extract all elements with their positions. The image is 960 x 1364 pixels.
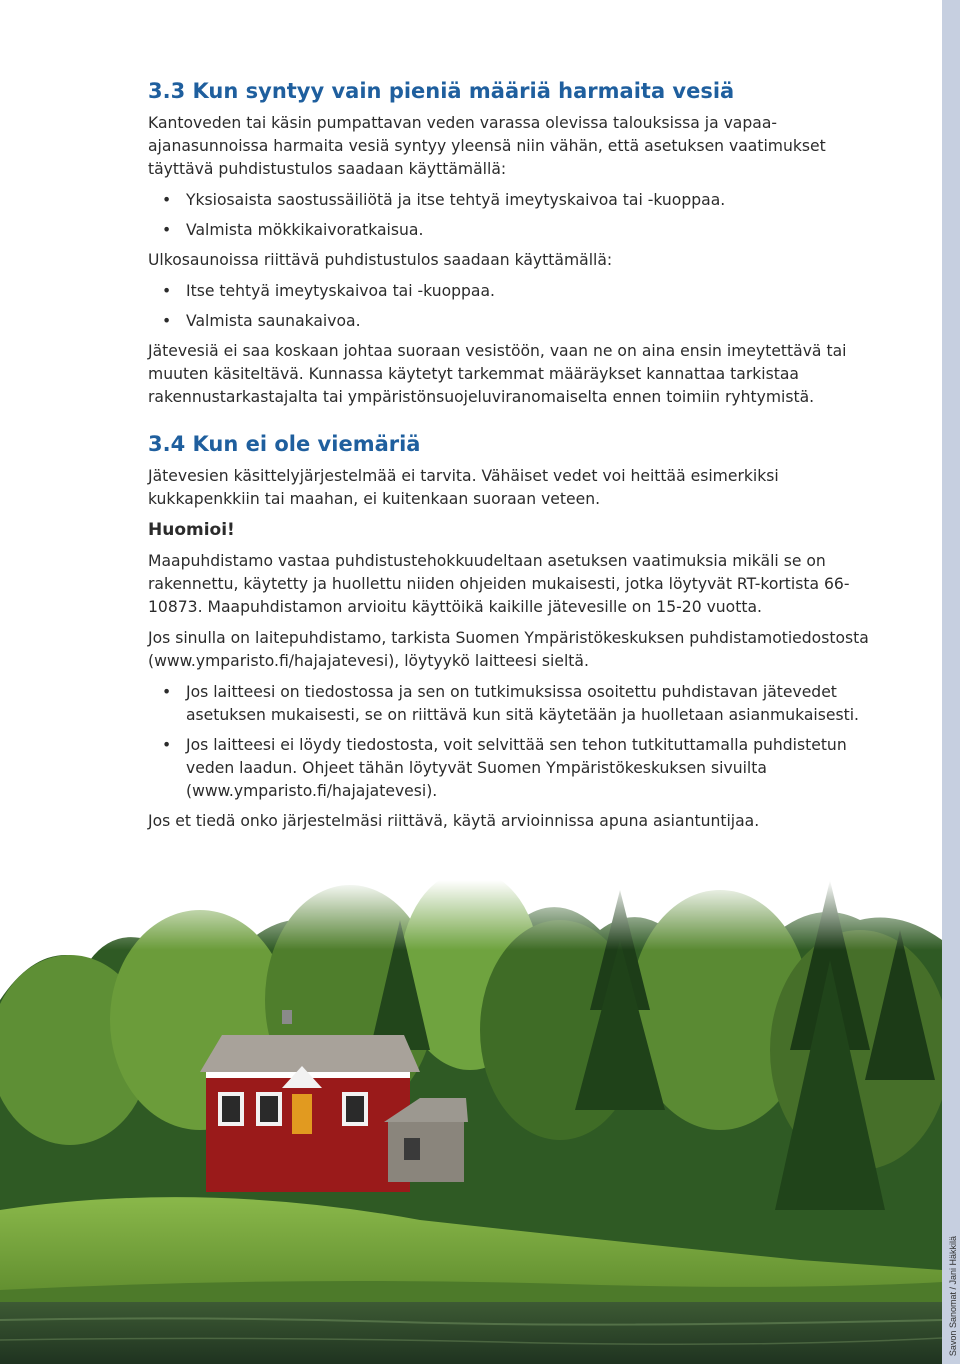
list-item: • Jos laitteesi ei löydy tiedostosta, voit selvittää sen tehon tutkituttamalla puhdistetun veden laadun. Ohjeet tähän löytyvät Suomen Ympäristökeskuksen sivuilta (www.ymparisto.fi/hajajatevesi). (148, 734, 888, 803)
list-item: • Valmista mökkikaivoratkaisua. (148, 219, 888, 242)
list-item: • Valmista saunakaivoa. (148, 310, 888, 333)
section-3-4-para-2: Jos sinulla on laitepuhdistamo, tarkista Suomen Ympäristökeskuksen puhdistamotiedostosta (www.ymparisto.fi/hajajatevesi), löytyykö laitteesi sieltä. (148, 629, 869, 670)
section-3-4-para-1: Maapuhdistamo vastaa puhdistustehokkuudeltaan asetuksen vaatimuksia mikäli se on rakennettu, käytetty ja huollettu niiden ohjeiden mukaisesti, jotka löytyvät RT-kortista 66-10873. Maapuhdistamon arvioitu käyttöikä kaikille jätevesille on 15-20 vuotta. (148, 552, 850, 616)
section-3-4-closing: Jos et tiedä onko järjestelmäsi riittävä, käytä arvioinnissa apuna asiantuntijaa. (148, 812, 760, 830)
section-3-3-intro: Kantoveden tai käsin pumpattavan veden varassa olevissa talouksissa ja vapaa-ajanasunnoissa harmaita vesiä syntyy yleensä niin vähän, että asetuksen vaatimukset täyttävä puhdistustulos saadaan käyttämällä: (148, 114, 826, 178)
section-3-3-list-1 (148, 189, 888, 242)
section-3-3-list-2 (148, 280, 888, 333)
list-item: • Itse tehtyä imeytyskaivoa tai -kuoppaa. (148, 280, 888, 303)
lakeside-cottage-photo (0, 880, 942, 1364)
note-label: Huomioi! (148, 520, 235, 540)
list-item: • Yksiosaista saostussäiliötä ja itse tehtyä imeytyskaivoa tai -kuoppaa. (148, 189, 888, 212)
list-item: • Jos laitteesi on tiedostossa ja sen on tutkimuksissa osoitettu puhdistavan jätevedet asetuksen mukaisesti, se on riittävä kun sitä käytetään ja huolletaan asianmukaisesti. (148, 681, 888, 727)
section-3-3-closing: Jätevesiä ei saa koskaan johtaa suoraan vesistöön, vaan ne on aina ensin imeytettävä tai muuten käsiteltävä. Kunnassa käytetyt tarkemmat määräykset kannattaa tarkistaa rakennustarkastajalta tai ympäristönsuojeluviranomaiselta ennen toimiin ryhtymistä. (148, 342, 847, 406)
sauna-intro: Ulkosaunoissa riittävä puhdistustulos saadaan käyttämällä: (148, 251, 613, 269)
section-3-3-title: 3.3 Kun syntyy vain pieniä määriä harmaita vesiä (148, 79, 735, 103)
section-3-4-title: 3.4 Kun ei ole viemäriä (148, 432, 421, 456)
section-3-4-list (148, 681, 888, 803)
section-3-4-intro: Jätevesien käsittelyjärjestelmää ei tarvita. Vähäiset vedet voi heittää esimerkiksi kukkapenkkiin tai maahan, ei kuitenkaan suoraan veteen. (148, 467, 779, 508)
photo-credit: Savon Sanomat / Jani Häkkilä (948, 1235, 958, 1356)
document-body (148, 76, 888, 841)
side-band (942, 0, 960, 1364)
photo-illustration (0, 880, 942, 1364)
